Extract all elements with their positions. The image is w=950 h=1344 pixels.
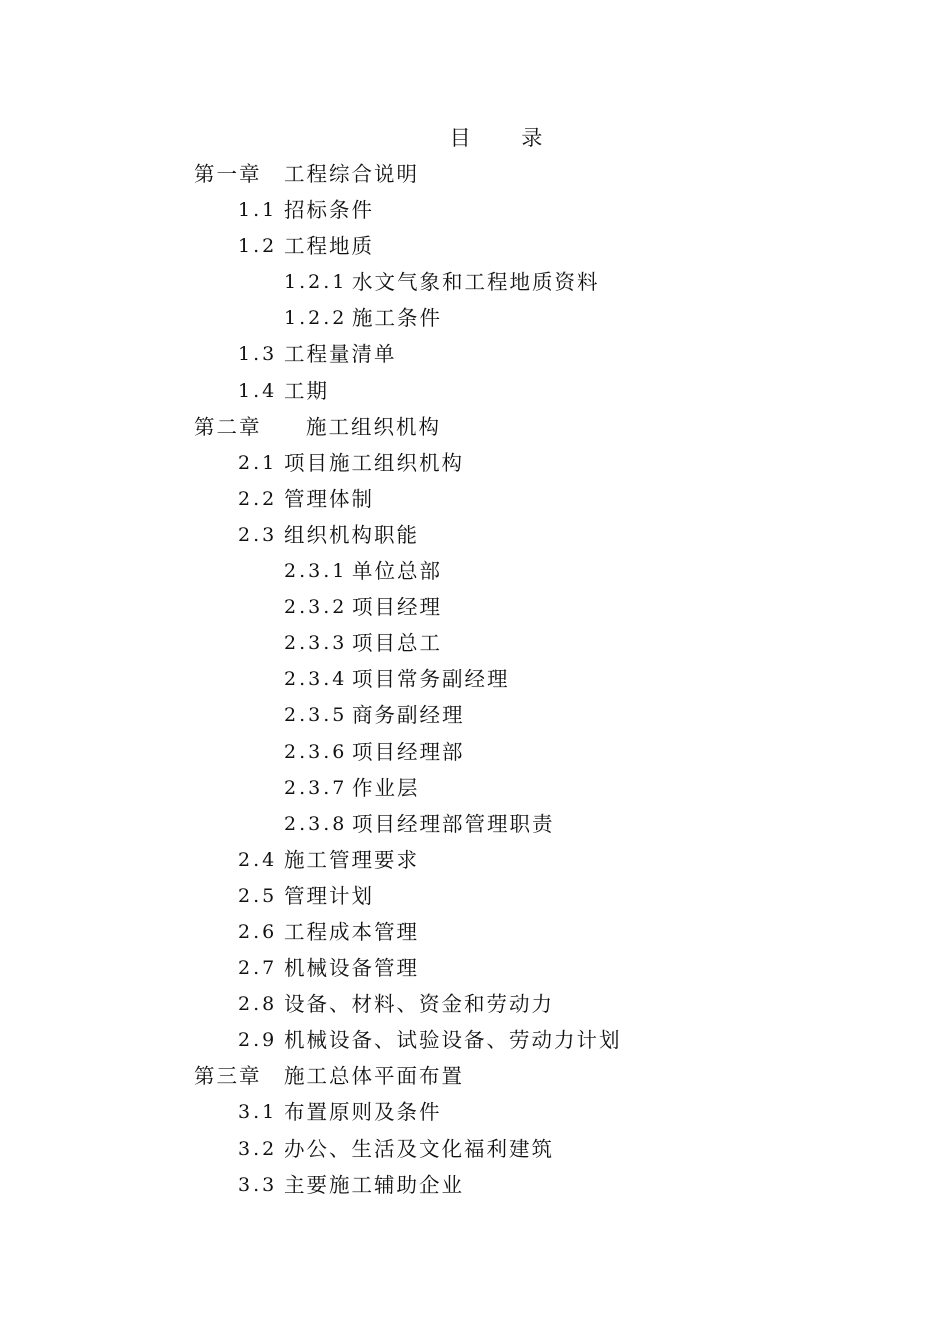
entry-number: 2.3.4 <box>284 668 348 691</box>
entry-number: 2.3.1 <box>284 560 348 583</box>
entry-title: 单位总部 <box>352 559 442 584</box>
toc-chapter-2[interactable] <box>0 409 950 445</box>
entry-title: 项目施工组织机构 <box>284 450 464 475</box>
entry-number: 3.1 <box>238 1101 278 1124</box>
entry-number: 第二章 <box>194 414 262 439</box>
entry-title: 工期 <box>284 378 329 403</box>
entry-number: 3.2 <box>238 1137 278 1160</box>
entry-number: 第一章 <box>194 162 262 186</box>
entry-title: 管理计划 <box>284 883 374 908</box>
entry-number: 2.6 <box>238 920 278 943</box>
entry-number: 2.3.3 <box>284 632 348 655</box>
toc-section-2-4[interactable] <box>0 842 950 878</box>
entry-title: 施工总体平面布置 <box>284 1064 464 1089</box>
entry-title: 管理体制 <box>284 486 374 511</box>
entry-title: 机械设备、试验设备、劳动力计划 <box>284 1028 622 1053</box>
entry-title: 布置原则及条件 <box>284 1100 442 1125</box>
entry-title: 主要施工辅助企业 <box>284 1172 464 1197</box>
toc-section-2-7[interactable] <box>0 950 950 986</box>
entry-number: 2.3.2 <box>284 596 348 619</box>
entry-number: 2.2 <box>238 487 278 510</box>
entry-number: 1.2 <box>238 235 278 258</box>
toc-section-2-5[interactable] <box>0 878 950 914</box>
toc-subsection-2-3-3[interactable] <box>0 625 950 661</box>
entry-title: 项目常务副经理 <box>352 667 510 692</box>
entry-number: 2.5 <box>238 884 278 907</box>
entry-title: 施工条件 <box>352 306 442 331</box>
toc-chapter-1[interactable] <box>0 156 950 192</box>
toc-section-2-9[interactable] <box>0 1022 950 1058</box>
toc-section-2-2[interactable] <box>0 481 950 517</box>
toc-section-2-8[interactable] <box>0 986 950 1022</box>
entry-title: 水文气象和工程地质资料 <box>352 270 600 295</box>
toc-section-1-3[interactable] <box>0 336 950 372</box>
entry-number: 1.4 <box>238 379 278 402</box>
entry-number: 第三章 <box>194 1064 262 1089</box>
entry-number: 2.3.6 <box>284 740 348 763</box>
toc-subsection-2-3-7[interactable] <box>0 770 950 806</box>
entry-title: 机械设备管理 <box>284 956 419 981</box>
entry-number: 2.3 <box>238 523 278 546</box>
toc-section-1-1[interactable] <box>0 192 950 228</box>
toc-subsection-1-2-2[interactable] <box>0 300 950 336</box>
entry-title: 施工组织机构 <box>306 414 441 439</box>
toc-subsection-2-3-6[interactable] <box>0 734 950 770</box>
entry-number: 2.3.8 <box>284 812 348 835</box>
entry-title: 商务副经理 <box>352 703 465 728</box>
entry-number: 1.3 <box>238 343 278 366</box>
entry-number: 2.9 <box>238 1029 278 1052</box>
toc-section-2-1[interactable] <box>0 445 950 481</box>
entry-number: 2.4 <box>238 848 278 871</box>
toc-subsection-2-3-1[interactable] <box>0 553 950 589</box>
toc-section-3-2[interactable] <box>0 1131 950 1167</box>
entry-title: 设备、材料、资金和劳动力 <box>284 992 554 1017</box>
entry-number: 1.1 <box>238 199 278 222</box>
entry-title: 组织机构职能 <box>284 522 419 547</box>
entry-title: 项目总工 <box>352 631 442 656</box>
toc-section-1-4[interactable] <box>0 373 950 409</box>
entry-title: 工程量清单 <box>284 342 397 367</box>
entry-number: 3.3 <box>238 1173 278 1196</box>
toc-section-2-6[interactable] <box>0 914 950 950</box>
toc-subsection-2-3-2[interactable] <box>0 589 950 625</box>
entry-number: 2.1 <box>238 451 278 474</box>
toc-section-2-3[interactable] <box>0 517 950 553</box>
entry-title: 项目经理部 <box>352 739 465 764</box>
entry-number: 1.2.2 <box>284 307 348 330</box>
entry-number: 2.3.7 <box>284 776 348 799</box>
entry-number: 2.7 <box>238 957 278 980</box>
toc-subsection-2-3-5[interactable] <box>0 697 950 733</box>
entry-number: 2.8 <box>238 993 278 1016</box>
toc-subsection-2-3-8[interactable] <box>0 806 950 842</box>
toc-chapter-3[interactable] <box>0 1058 950 1094</box>
toc-subsection-1-2-1[interactable] <box>0 264 950 300</box>
entry-title: 施工管理要求 <box>284 847 419 872</box>
toc-section-1-2[interactable] <box>0 228 950 264</box>
toc-section-3-3[interactable] <box>0 1167 950 1203</box>
toc-subsection-2-3-4[interactable] <box>0 661 950 697</box>
toc-section-3-1[interactable] <box>0 1094 950 1130</box>
entry-title: 项目经理部管理职责 <box>352 811 555 836</box>
entry-title: 项目经理 <box>352 595 442 620</box>
toc-list <box>0 156 950 1203</box>
entry-number: 2.3.5 <box>284 704 348 727</box>
entry-title: 招标条件 <box>284 198 374 223</box>
entry-title: 办公、生活及文化福利建筑 <box>284 1136 554 1161</box>
toc-heading: 目 录 <box>449 126 565 150</box>
entry-title: 工程成本管理 <box>284 919 419 944</box>
entry-title: 作业层 <box>352 775 420 800</box>
entry-number: 1.2.1 <box>284 271 348 294</box>
entry-title: 工程地质 <box>284 234 374 259</box>
entry-title: 工程综合说明 <box>284 162 419 186</box>
